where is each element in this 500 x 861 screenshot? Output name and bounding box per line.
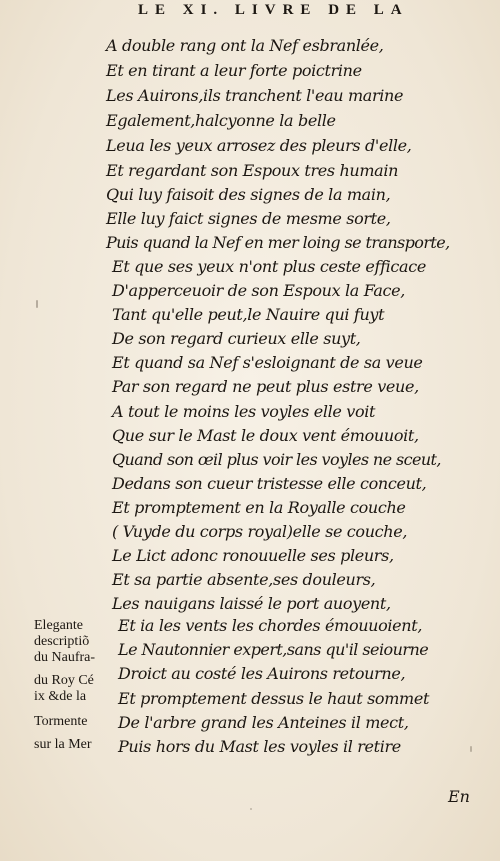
ink-speck <box>36 300 38 308</box>
verse-line: Droict au costé les Auirons retourne, <box>118 664 406 683</box>
verse-line: Dedans son cueur tristesse elle conceut, <box>112 474 427 493</box>
verse-line: Puis hors du Mast les voyles il retire <box>118 737 401 756</box>
ink-speck <box>250 808 252 810</box>
margin-note-line: du Roy Cé <box>34 673 94 688</box>
verse-line: Que sur le Mast le doux vent émouuoit, <box>112 426 419 445</box>
running-head: LE XI. LIVRE DE LA <box>138 2 409 18</box>
margin-note-line: descriptiõ <box>34 634 90 649</box>
verse-line: Quand son œil plus voir les voyles ne sceut, <box>112 450 441 469</box>
verse-line: Leua les yeux arrosez des pleurs d'elle, <box>106 136 412 155</box>
verse-line: Et regardant son Espoux tres humain <box>106 161 399 180</box>
verse-line: Par son regard ne peut plus estre veue, <box>112 377 419 396</box>
verse-line: Et sa partie absente,ses douleurs, <box>112 570 376 589</box>
ink-speck <box>470 746 472 752</box>
margin-note-line: Tormente <box>34 714 88 729</box>
verse-line: Les nauigans laissé le port auoyent, <box>112 594 391 613</box>
verse-line: Et quand sa Nef s'esloignant de sa veue <box>112 353 423 372</box>
verse-line: ( Vuyde du corps royal)elle se couche, <box>112 522 408 541</box>
verse-line: Le Lict adonc ronouuelle ses pleurs, <box>112 546 394 565</box>
verse-line: Et en tirant a leur forte poictrine <box>106 61 362 80</box>
margin-note-line: sur la Mer <box>34 737 92 752</box>
verse-line: Elle luy faict signes de mesme sorte, <box>106 209 391 228</box>
verse-line: Les Auirons,ils tranchent l'eau marine <box>106 86 404 105</box>
verse-line: Puis quand la Nef en mer loing se transporte, <box>106 233 450 252</box>
verse-line: Et promptement dessus le haut sommet <box>118 689 430 708</box>
verse-line: A double rang ont la Nef esbranlée, <box>106 36 384 55</box>
margin-note-line: Elegante <box>34 618 83 633</box>
margin-note-line: du Naufra- <box>34 650 96 665</box>
verse-line: Qui luy faisoit des signes de la main, <box>106 185 391 204</box>
catchword: En <box>448 787 470 806</box>
verse-line: Tant qu'elle peut,le Nauire qui fuyt <box>112 305 385 324</box>
verse-line: Et promptement en la Royalle couche <box>112 498 406 517</box>
verse-line: Le Nautonnier expert,sans qu'il seiourne <box>118 640 429 659</box>
verse-line: A tout le moins les voyles elle voit <box>112 402 376 421</box>
verse-line: De son regard curieux elle suyt, <box>112 329 361 348</box>
verse-line: De l'arbre grand les Anteines il mect, <box>118 713 409 732</box>
margin-note-line: ix &de la <box>34 689 87 704</box>
verse-line: Egalement,halcyonne la belle <box>106 111 336 130</box>
verse-line: Et ia les vents les chordes émouuoient, <box>118 616 423 635</box>
verse-line: Et que ses yeux n'ont plus ceste efficace <box>112 257 426 276</box>
verse-line: D'apperceuoir de son Espoux la Face, <box>112 281 406 300</box>
